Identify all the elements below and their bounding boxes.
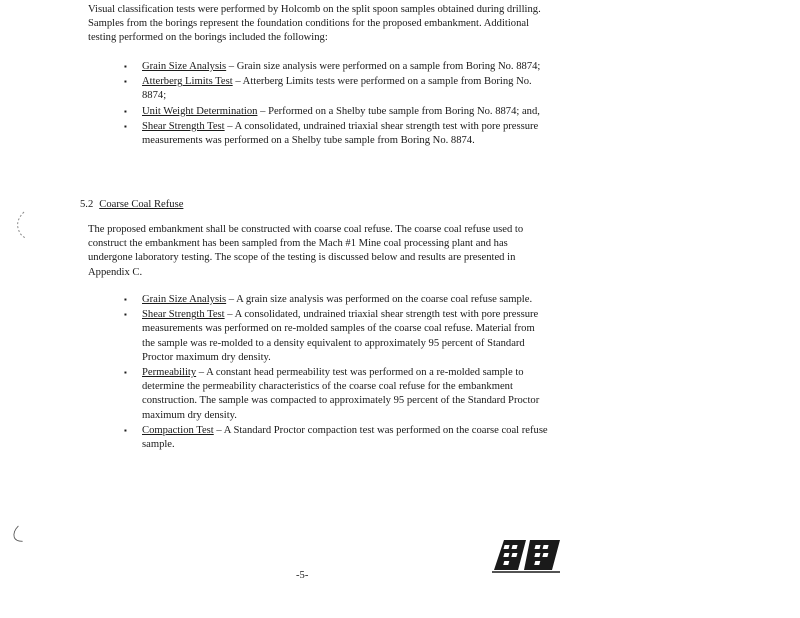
list-item: [88, 75, 550, 103]
test-description: – A consolidated, undrained triaxial shear strength test with pore pressure measurements was performed on a Shelby tube sample from Boring No. 8874.: [142, 120, 539, 147]
test-description: – Atterberg Limits tests were performed on a sample from Boring No. 8874;: [142, 76, 532, 102]
test-name: Shear Strength Test: [142, 120, 225, 132]
bullet-icon: ▪: [124, 368, 127, 378]
scan-mark-icon: [10, 520, 24, 550]
test-name: Permeability: [142, 367, 197, 379]
bullet-icon: ▪: [124, 106, 127, 116]
test-name: Unit Weight Determination: [142, 105, 258, 117]
bullet-icon: ▪: [124, 425, 127, 435]
bullet-icon: ▪: [124, 77, 127, 87]
section-title: Coarse Coal Refuse: [99, 199, 184, 210]
test-description: – A constant head permeability test was performed on a re-molded sample to determine the permeability characteristics of the coarse coal refuse for the embankment construction. The sample was compacted to approximately 95 percent of the Standard Proctor maximum dry density.: [142, 367, 540, 421]
coal-refuse-paragraph: The proposed embankment shall be constructed with coarse coal refuse. The coarse coal refuse used to construct the embankment has been sampled from the Mach #1 Mine coal processing plant and has undergone laboratory testing. The scope of the testing is discussed below and results are presented in Appendix C.: [88, 224, 524, 278]
page-number: -5-: [296, 570, 309, 581]
list-item: [88, 366, 550, 423]
test-name: Grain Size Analysis: [142, 294, 227, 305]
test-description: – A Standard Proctor compaction test was performed on the coarse coal refuse sample.: [142, 424, 548, 451]
list-item: [88, 120, 550, 148]
list-item: [88, 424, 550, 452]
test-name: Shear Strength Test: [142, 309, 225, 321]
list-item: [88, 308, 550, 365]
company-logo-icon: [490, 536, 562, 574]
test-description: – Grain size analysis were performed on a sample from Boring No. 8874;: [226, 61, 541, 72]
boring-tests-list: [88, 60, 550, 149]
bullet-icon: ▪: [124, 121, 127, 131]
test-description: – A grain size analysis was performed on the coarse coal refuse sample.: [226, 294, 533, 305]
section-number: 5.2: [80, 199, 94, 210]
bullet-icon: ▪: [124, 295, 127, 304]
intro-paragraph: Visual classification tests were performed by Holcomb on the split spoon samples obtained during drilling. Samples from the borings represent the foundation conditions for the proposed embankment. Additional testing performed on the borings included the following:: [88, 4, 541, 44]
test-description: – Performed on a Shelby tube sample from Boring No. 8874; and,: [257, 105, 540, 117]
test-name: Grain Size Analysis: [142, 61, 227, 72]
test-name: Atterberg Limits Test: [142, 76, 233, 88]
scan-mark-icon: [14, 210, 28, 240]
list-item: [88, 293, 550, 307]
list-item: [88, 60, 550, 74]
test-name: Compaction Test: [142, 424, 214, 436]
bullet-icon: ▪: [124, 62, 127, 71]
bullet-icon: ▪: [124, 310, 127, 320]
coal-tests-list: [88, 293, 550, 453]
list-item: [88, 105, 550, 119]
test-description: – A consolidated, undrained triaxial shear strength test with pore pressure measurements was performed on re-molded samples of the coarse coal refuse. Material from the sample was re-molded to a density equivalent to approximately 95 percent of Standard Proctor maximum dry density.: [142, 309, 539, 363]
section-heading: [80, 198, 183, 212]
